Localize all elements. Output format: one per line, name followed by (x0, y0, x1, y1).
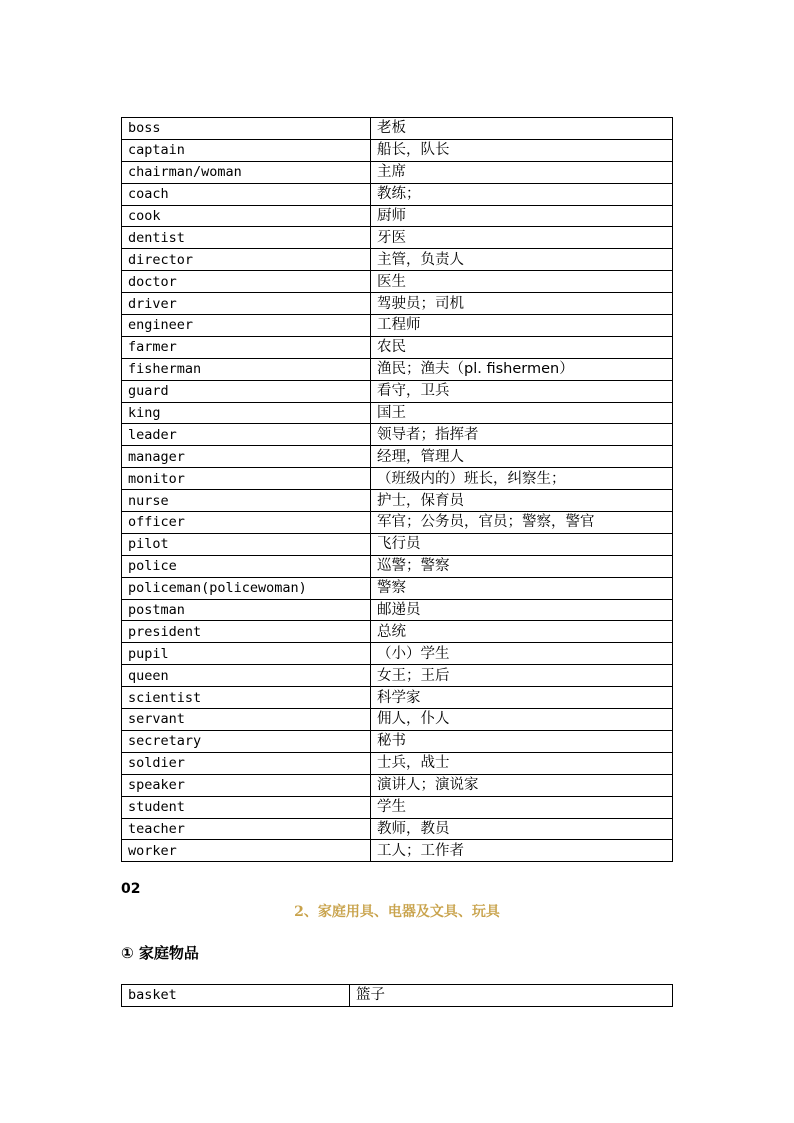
english-word-cell: king (122, 402, 371, 424)
table-row (122, 555, 673, 577)
english-word-cell: officer (122, 512, 371, 534)
english-word-cell: cook (122, 205, 371, 227)
chinese-meaning-cell: 领导者；指挥者 (371, 424, 673, 446)
chinese-meaning-cell: 工程师 (371, 315, 673, 337)
english-word-cell: pilot (122, 533, 371, 555)
chinese-meaning-cell: 女王；王后 (371, 665, 673, 687)
table-row (122, 599, 673, 621)
table-row (122, 818, 673, 840)
table-row (122, 183, 673, 205)
table-row (122, 271, 673, 293)
household-table-body (122, 985, 673, 1007)
english-word-cell: monitor (122, 468, 371, 490)
table-row (122, 985, 673, 1007)
table-row (122, 227, 673, 249)
english-word-cell: soldier (122, 752, 371, 774)
chinese-meaning-cell: 工人；工作者 (371, 840, 673, 862)
chinese-meaning-cell: 总统 (371, 621, 673, 643)
table-row (122, 687, 673, 709)
chinese-meaning-cell: 医生 (371, 271, 673, 293)
table-row (122, 315, 673, 337)
english-word-cell: dentist (122, 227, 371, 249)
english-word-cell: president (122, 621, 371, 643)
jobs-vocab-table (121, 117, 673, 862)
chinese-meaning-cell: 主管，负责人 (371, 249, 673, 271)
table-row (122, 840, 673, 862)
table-row (122, 468, 673, 490)
english-word-cell: coach (122, 183, 371, 205)
household-vocab-table (121, 984, 673, 1007)
chinese-meaning-cell: 飞行员 (371, 533, 673, 555)
english-word-cell: guard (122, 380, 371, 402)
chinese-meaning-cell: 教练； (371, 183, 673, 205)
table-row (122, 293, 673, 315)
table-row (122, 402, 673, 424)
table-row (122, 796, 673, 818)
chinese-meaning-cell: （小）学生 (371, 643, 673, 665)
table-row (122, 380, 673, 402)
chinese-meaning-cell: 看守，卫兵 (371, 380, 673, 402)
english-word-cell: police (122, 555, 371, 577)
table-row (122, 665, 673, 687)
table-row (122, 358, 673, 380)
table-row (122, 446, 673, 468)
table-row (122, 139, 673, 161)
chinese-meaning-cell: 护士，保育员 (371, 490, 673, 512)
table-row (122, 424, 673, 446)
section-number: 02 (121, 881, 141, 897)
table-row (122, 752, 673, 774)
english-word-cell: farmer (122, 336, 371, 358)
chinese-meaning-cell: 厨师 (371, 205, 673, 227)
chinese-meaning-cell: 巡警；警察 (371, 555, 673, 577)
english-word-cell: basket (122, 985, 350, 1007)
chinese-meaning-cell: 士兵，战士 (371, 752, 673, 774)
english-word-cell: worker (122, 840, 371, 862)
chinese-meaning-cell: 船长，队长 (371, 139, 673, 161)
chinese-meaning-cell: 农民 (371, 336, 673, 358)
english-word-cell: speaker (122, 774, 371, 796)
chinese-meaning-cell: 学生 (371, 796, 673, 818)
chinese-meaning-cell: 科学家 (371, 687, 673, 709)
table-row (122, 533, 673, 555)
chinese-meaning-cell: 主席 (371, 161, 673, 183)
english-word-cell: boss (122, 118, 371, 140)
chinese-meaning-cell: 渔民；渔夫（pl. fishermen） (371, 358, 673, 380)
english-word-cell: scientist (122, 687, 371, 709)
table-row (122, 730, 673, 752)
english-word-cell: postman (122, 599, 371, 621)
chinese-meaning-cell: 佣人，仆人 (371, 709, 673, 731)
english-word-cell: teacher (122, 818, 371, 840)
chinese-meaning-cell: 军官；公务员，官员；警察，警官 (371, 512, 673, 534)
english-word-cell: doctor (122, 271, 371, 293)
english-word-cell: queen (122, 665, 371, 687)
chinese-meaning-cell: 驾驶员；司机 (371, 293, 673, 315)
table-row (122, 118, 673, 140)
chinese-meaning-cell: 邮递员 (371, 599, 673, 621)
chinese-meaning-cell: （班级内的）班长，纠察生； (371, 468, 673, 490)
english-word-cell: captain (122, 139, 371, 161)
table-row (122, 205, 673, 227)
english-word-cell: servant (122, 709, 371, 731)
table-row (122, 621, 673, 643)
english-word-cell: leader (122, 424, 371, 446)
english-word-cell: director (122, 249, 371, 271)
table-row (122, 577, 673, 599)
chinese-meaning-cell: 牙医 (371, 227, 673, 249)
jobs-table-body (122, 118, 673, 862)
table-row (122, 336, 673, 358)
chinese-meaning-cell: 演讲人；演说家 (371, 774, 673, 796)
table-row (122, 490, 673, 512)
english-word-cell: chairman/woman (122, 161, 371, 183)
chinese-meaning-cell: 秘书 (371, 730, 673, 752)
table-row (122, 249, 673, 271)
english-word-cell: manager (122, 446, 371, 468)
chinese-meaning-cell: 篮子 (350, 985, 673, 1007)
table-row (122, 774, 673, 796)
english-word-cell: pupil (122, 643, 371, 665)
english-word-cell: secretary (122, 730, 371, 752)
table-row (122, 709, 673, 731)
english-word-cell: nurse (122, 490, 371, 512)
english-word-cell: engineer (122, 315, 371, 337)
chinese-meaning-cell: 警察 (371, 577, 673, 599)
english-word-cell: student (122, 796, 371, 818)
chinese-meaning-cell: 经理，管理人 (371, 446, 673, 468)
english-word-cell: policeman(policewoman) (122, 577, 371, 599)
subsection-heading: ① 家庭物品 (121, 944, 199, 962)
chinese-meaning-cell: 教师，教员 (371, 818, 673, 840)
section-title: 2、家庭用具、电器及文具、玩具 (294, 904, 500, 920)
table-row (122, 643, 673, 665)
english-word-cell: driver (122, 293, 371, 315)
table-row (122, 512, 673, 534)
chinese-meaning-cell: 老板 (371, 118, 673, 140)
chinese-meaning-cell: 国王 (371, 402, 673, 424)
english-word-cell: fisherman (122, 358, 371, 380)
table-row (122, 161, 673, 183)
